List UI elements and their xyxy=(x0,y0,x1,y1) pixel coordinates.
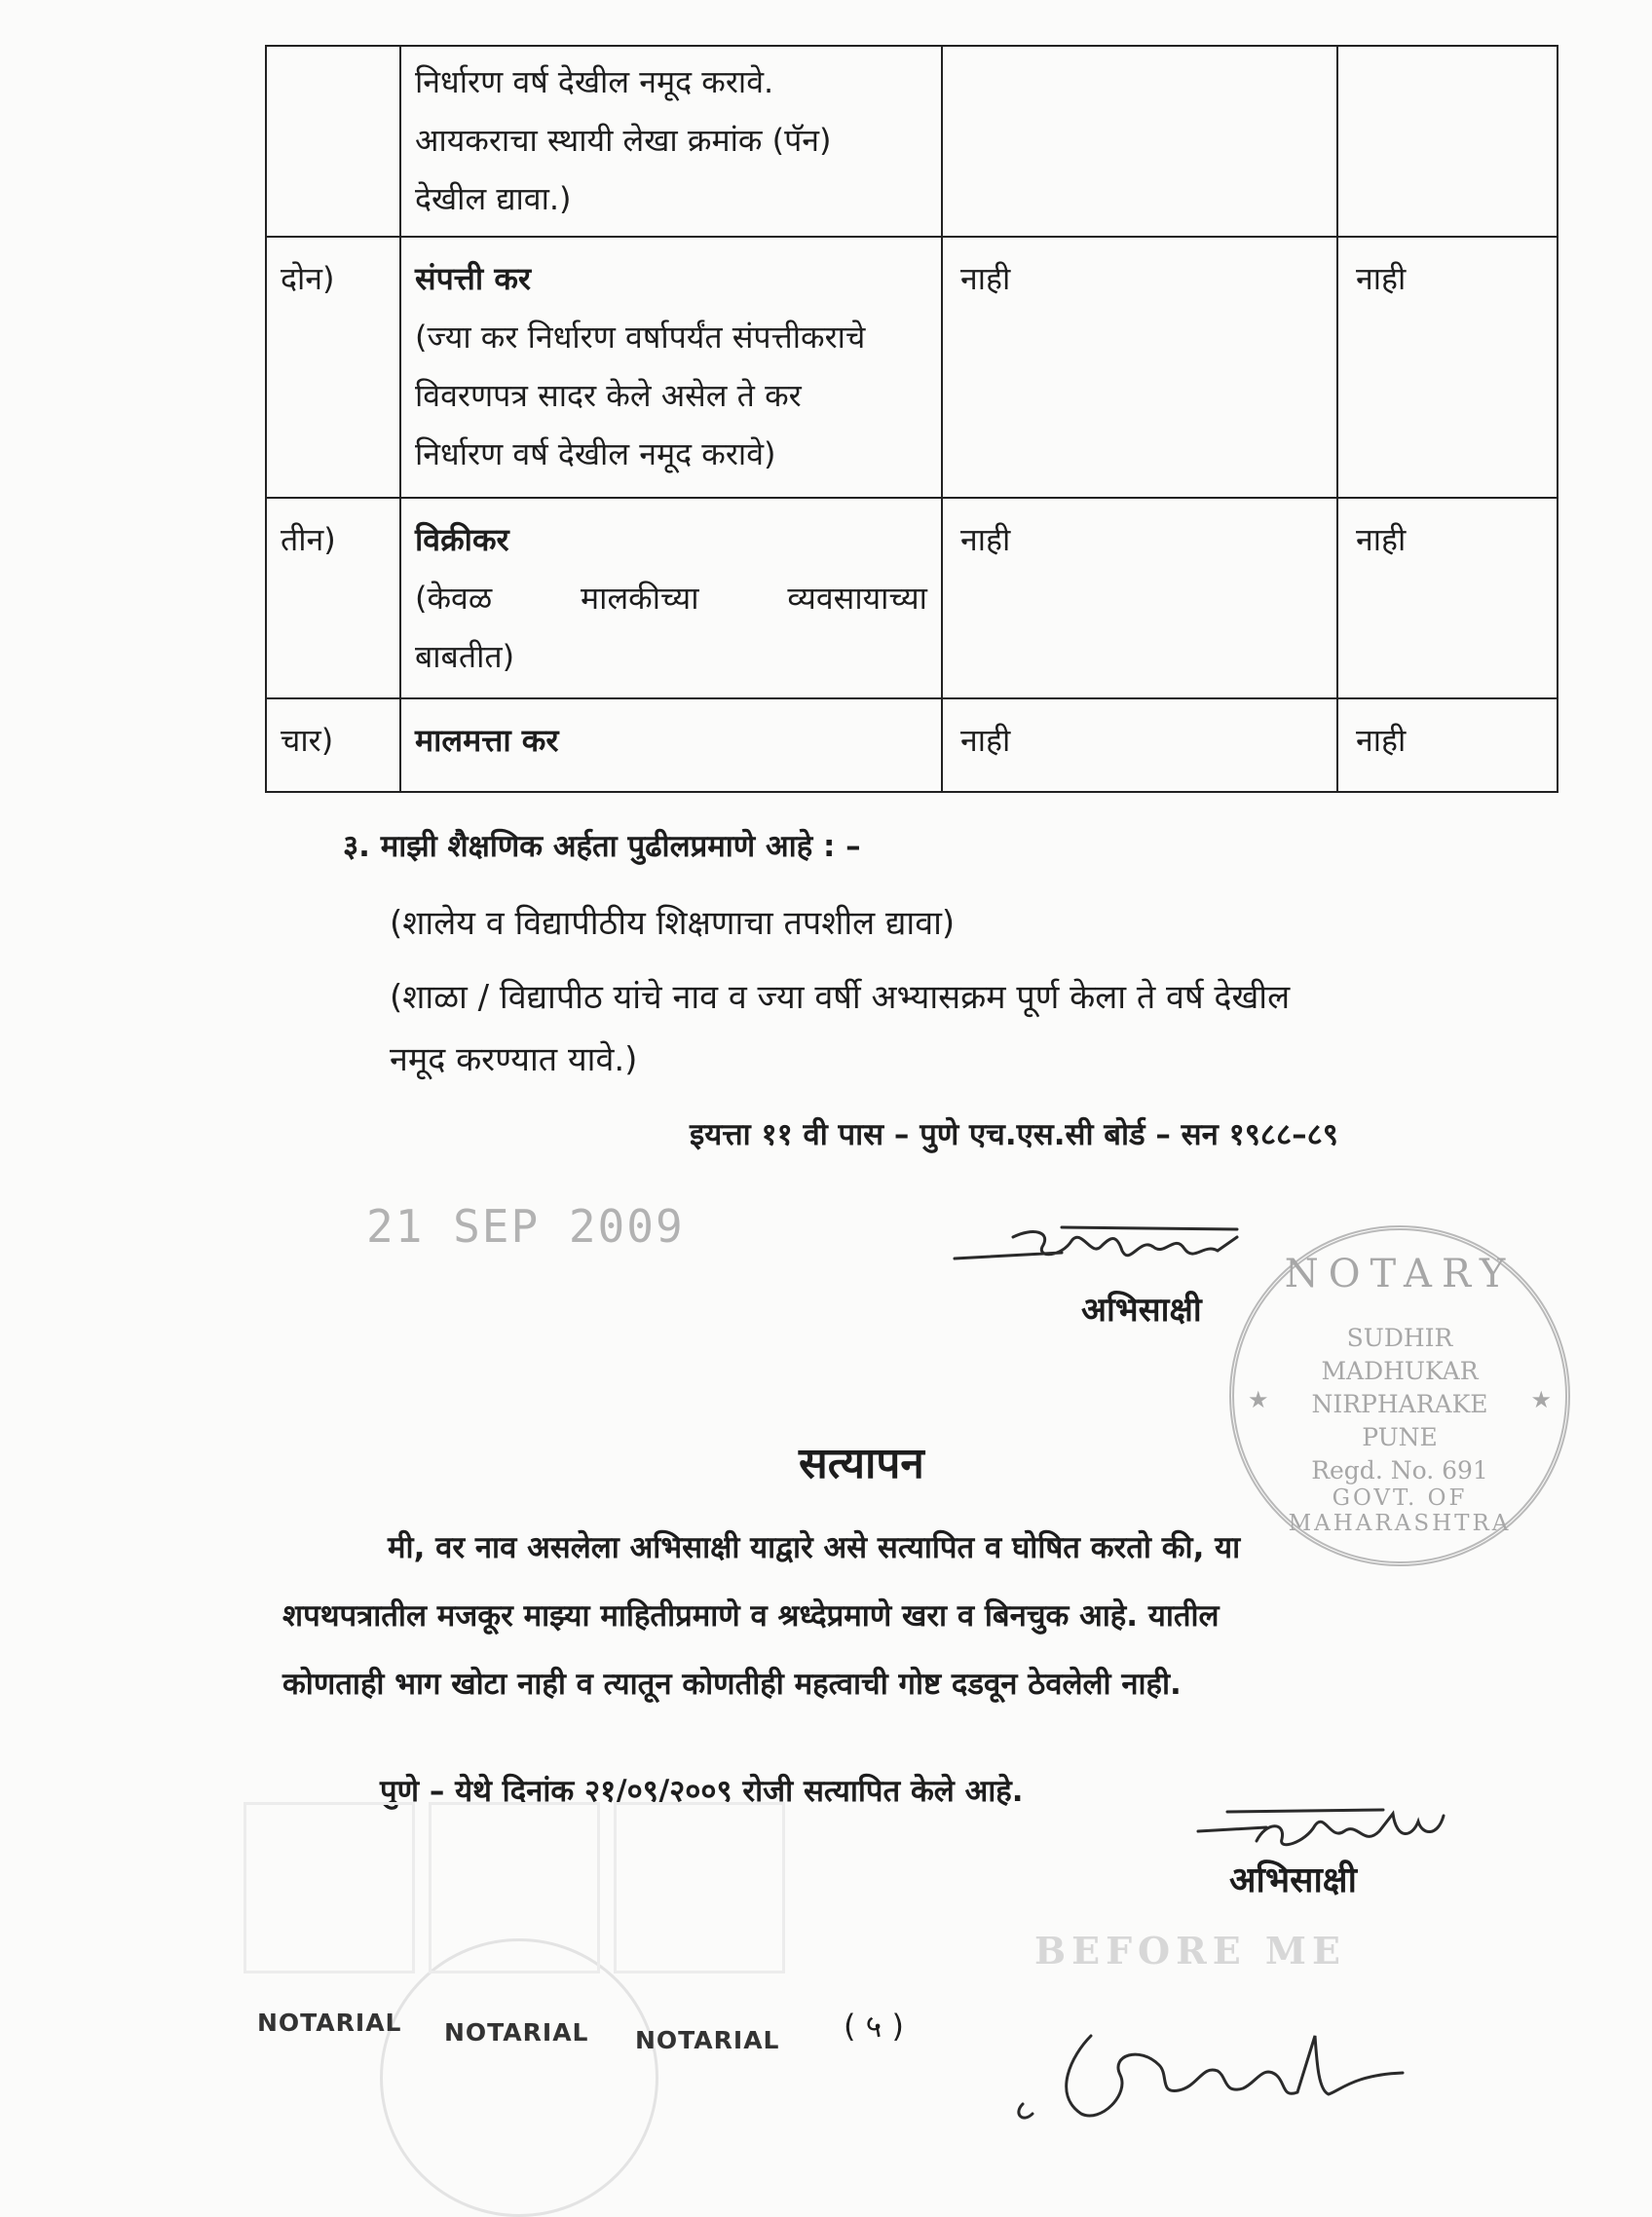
faint-stamp-icon xyxy=(614,1802,785,1973)
description-word: (केवळ xyxy=(415,580,493,617)
row-description xyxy=(401,47,943,236)
row-heading: मालमत्ता कर xyxy=(415,722,559,759)
row-value-1: नाही xyxy=(943,699,1338,791)
description-line xyxy=(415,569,927,627)
table-row xyxy=(267,236,1557,497)
verification-title: सत्यापन xyxy=(799,1439,924,1488)
seal-line: NIRPHARAKE xyxy=(1311,1390,1488,1418)
row-value-2: नाही xyxy=(1356,260,1407,297)
description-line: बाबतीत) xyxy=(415,638,515,675)
row-value-2: नाही xyxy=(1356,722,1407,759)
seal-line: Regd. No. 691 xyxy=(1311,1456,1488,1484)
description-line: विवरणपत्र सादर केले असेल ते कर xyxy=(415,377,802,414)
assets-tax-table xyxy=(265,45,1558,793)
description-line: निर्धारण वर्ष देखील नमूद करावे. xyxy=(415,63,774,100)
education-answer: इयत्ता ११ वी पास – पुणे एच.एस.सी बोर्ड – सन १९८८–८९ xyxy=(690,1117,1338,1152)
description-word: व्यवसायाच्या xyxy=(787,580,927,617)
row-value-1: नाही xyxy=(943,499,1338,697)
description-line: (ज्या कर निर्धारण वर्षापर्यंत संपत्तीकराचे xyxy=(415,319,866,356)
description-word: मालकीच्या xyxy=(581,580,699,617)
row-value-1: नाही xyxy=(943,238,1338,497)
description-line: देखील द्यावा.) xyxy=(415,180,572,217)
row-description xyxy=(401,499,943,697)
verification-place-date: पुणे – येथे दिनांक २१/०९/२००९ रोजी सत्यापित केले आहे. xyxy=(380,1774,1024,1809)
row-description xyxy=(401,699,943,791)
education-note: नमूद करण्यात यावे.) xyxy=(390,1040,638,1079)
verification-paragraph: कोणताही भाग खोटा नाही व त्यातून कोणतीही महत्वाची गोष्ट दडवून ठेवलेली नाही. xyxy=(282,1667,1182,1702)
row-heading: विक्रीकर xyxy=(415,521,509,558)
row-number xyxy=(267,47,401,236)
faint-seal-icon xyxy=(380,1938,658,2217)
star-icon: ★ xyxy=(1530,1386,1552,1413)
notarial-label: NOTARIAL xyxy=(257,2009,402,2037)
page-number: ( ५ ) xyxy=(844,2008,904,2045)
row-value-1 xyxy=(943,47,1338,236)
row-value-2: नाही xyxy=(1356,521,1407,558)
education-note: (शाळा / विद्यापीठ यांचे नाव व ज्या वर्षी अभ्यासक्रम पूर्ण केला ते वर्ष देखील xyxy=(390,978,1291,1017)
row-heading: संपत्ती कर xyxy=(415,260,532,297)
notary-signature-icon xyxy=(994,1997,1422,2133)
seal-body xyxy=(1234,1322,1565,1487)
table-row xyxy=(267,497,1557,697)
notarial-label: NOTARIAL xyxy=(444,2018,589,2047)
verification-paragraph: शपथपत्रातील मजकूर माझ्या माहितीप्रमाणे व श्रध्देप्रमाणे खरा व बिनचुक आहे. यातील xyxy=(282,1598,1220,1634)
row-number: दोन) xyxy=(267,238,401,497)
row-value-2 xyxy=(1338,47,1557,236)
seal-bottom-text: GOVT. OF MAHARASHTRA xyxy=(1288,1485,1512,1536)
table-row xyxy=(267,697,1557,791)
deponent-label: अभिसाक्षी xyxy=(1229,1860,1357,1900)
star-icon: ★ xyxy=(1248,1386,1269,1413)
verification-paragraph: मी, वर नाव असलेला अभिसाक्षी याद्वारे असे सत्यापित व घोषित करतो की, या xyxy=(388,1530,1241,1565)
row-number: चार) xyxy=(267,699,401,791)
deponent-label: अभिसाक्षी xyxy=(1081,1291,1202,1330)
education-heading: ३. माझी शैक्षणिक अर्हता पुढीलप्रमाणे आहे : – xyxy=(343,829,861,864)
seal-top-text: NOTARY xyxy=(1284,1252,1516,1296)
row-description xyxy=(401,238,943,497)
seal-line: MADHUKAR xyxy=(1321,1357,1479,1385)
description-line: आयकराचा स्थायी लेखा क्रमांक (पॅन) xyxy=(415,122,832,159)
description-line: निर्धारण वर्ष देखील नमूद करावे) xyxy=(415,435,776,472)
notary-seal xyxy=(1229,1225,1570,1566)
row-number: तीन) xyxy=(267,499,401,697)
before-me-stamp: BEFORE ME xyxy=(1034,1929,1346,1973)
date-stamp: 21 SEP 2009 xyxy=(366,1200,685,1253)
education-note: (शालेय व विद्यापीठीय शिक्षणाचा तपशील द्यावा) xyxy=(390,904,956,943)
seal-line: PUNE xyxy=(1362,1423,1438,1451)
table-row xyxy=(267,45,1557,236)
faint-stamp-icon xyxy=(244,1802,415,1973)
seal-line: SUDHIR xyxy=(1346,1324,1453,1352)
notarial-label: NOTARIAL xyxy=(635,2026,780,2054)
faint-stamp-icon xyxy=(429,1802,600,1973)
